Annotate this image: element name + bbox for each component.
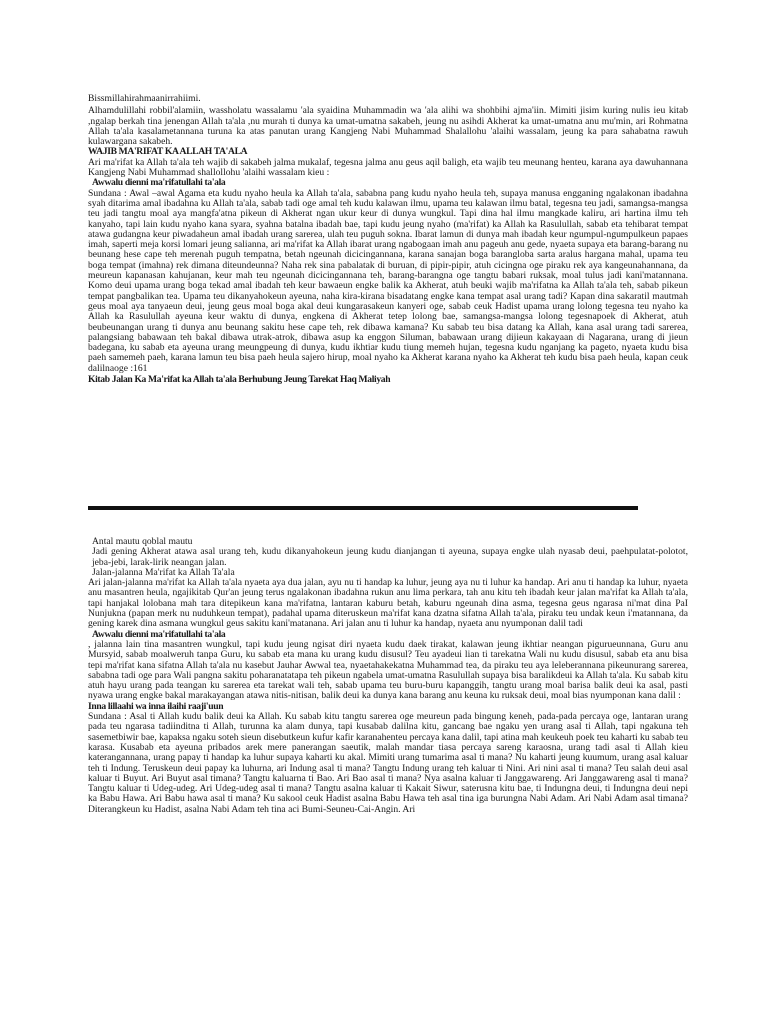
arabic-quote-inna-lillahi: Inna lillaahi wa inna ilaihi raaji'uun: [88, 700, 224, 712]
opening-basmalah: Bissmillahirahmaanirrahiimi.: [88, 93, 201, 104]
paragraph-wajib-marifat: Ari ma'rifat ka Allah ta'ala teh wajib di sakabeh jalma mukalaf, tegesna jalma anu geus aqil baligh, eta wajib teu meunang henteu, karana aya dawuhannana Kangjeng Nabi Muhammad shallollohu 'alaihi wassalam kieu :: [88, 156, 688, 179]
page-section-2: [88, 537, 688, 1027]
paragraph-jalan-jalanna: Ari jalan-jalanna ma'rifat ka Allah ta'ala nyaeta aya dua jalan, ayu nu ti handap ka luhur, jeung aya nu ti luhur ka handap. Ari anu ti handap ka luhur, nyaeta anu masantren heula, ngajikitab Qur'an jeung terus ngalakonan ibadahna rukun anu lima perkara, tah anu kitu teh ibadah keur jalan ma'rifat ka Allah ta'ala, tapi hanjakal lolobana mah tara ditepikeun kana ma'rifatna, lantaran kaburu betah, kaburu ngeunah dina asma, tegesna geus ngarasa ni'mat dina PaI Nunjukna (papan merk nu nuduhkeun tempat), padahal upama diteruskeun ma'rifat kana dzatna sifatna Allah ta'ala, piraku teu undak keun i'matannana, da gening karek dina asmana wungkul geus sakitu kani'matanana. Ari jalan anu ti luhur ka handap, nyaeta anu nyumponan dalil tadi: [88, 577, 688, 630]
page-section-1: [88, 94, 688, 504]
arabic-quote-awwalu-2: Awwalu dienni ma'rifatullahi ta'ala: [92, 628, 226, 640]
section-heading-jalan: Jalan-jalanna Ma'rifat ka Allah Ta'ala: [92, 566, 235, 578]
paragraph-jalanna-lain: , jalanna lain tina masantren wungkul, tapi kudu jeung ngisat diri nyaeta kudu daek tirakat, kalawan jeung ikhtiar neangan piguruеunnana, Guru anu Mursyid, sabab moalweruh tanpa Guru, ku sabab eta mana ku urang kudu disusul? Teu ayadeui lian ti tarekatna Wali nu kudu disusul, sabab eta anu bisa tepi ma'rifat kana sifatna Allah ta'ala nu kasebut Jauhar Awwal tea, nyaetahakekatna Muhammad tea, da piraku teu aya leleberannana pikeunurang sarerea, sababna tadi oge para Wali pangna sakitu poharanatatapa teh pikeun ngabela umat-umatna Rasulullah supaya bisa baralikdeui ka Allah ta'ala. Ku sabab kitu atuh hayu urang pada teangan ku sarerea eta tarekat wali teh, sabab upama teu buru-buru kapanggih, tangtu urang moal barisa balik deui ka asal, pasti nyawa urang engke bakal marakayangan atawa nitis-nitisan, balik deui ka dunya kana barang anu keuna ku ruksak deui, moal bias nyumponan kana dalil :: [88, 638, 688, 702]
paragraph-jadi-gening: Jadi gening Akherat atawa asal urang teh, kudu dikanyahokeun jeung kudu dianjangan ti ayeuna, supaya engke ulah nyasab deui, paehpulatat-polotot, jeba-jebi, larak-lirik neangan jalan.: [92, 546, 688, 568]
paragraph-sundana-asal: Sundana : Asal ti Allah kudu balik deui ka Allah. Ku sabab kitu tangtu sarerea oge meureun pada bingung keneh, pada-pada percaya oge, lantaran urang pada teu ngarasa tadiinditna ti Allah, turunna ka alam dunya, tapi kusabab dalilna kitu, gancang bae ngaku yen urang asal ti Allah, tapi ngakuna teh sasemetbiwir bae, kapaksa ngaku soteh sieun disebutkeun kufur kafir karanahentеu percaya kana dalil, tapi atina mah keukeuh poek teu kaharti ku sabab teu karasa. Kusabab eta ayeuna pribados arek mere panerangan saeutik, malah mandar tiasa percaya sareng karaosna, urang tadi asal ti Allah kieu katerangannana, urang papay ti handap ka luhur supaya kaharti ku akal. Mimiti urang tumarima asal ti mana? Nu kaharti jeung kuumum, urang asal kaluar teh ti Indung. Teruskeun deui papay ka luhurna, ari Indung asal ti mana? Tangtu Indung urang teh kaluar ti Nini. Ari nini asal ti mana? Teu salah deui asal kaluar ti Buyut. Ari Buyut asal timana? Tangtu kaluarna ti Bao. Ari Bao asal ti mana? Nya asalna kaluar ti Janggawareng. Ari Janggawareng asal ti mana? Tangtu kaluar ti Udeg-udeg. Ari Udeg-udeg asal ti mana? Tangtu asalna kaluar ti Kakait Siwur, saterusna kitu bae, ti Indungna deui, ti Indungna deui nepi ka Babu Hawa. Ari Babu hawa asal ti mana? Ku sakool ceuk Hadist asalna Babu Hawa teh asal tina iga burungna Nabi Adam. Ari Nabi Adam asal timana? Diterangkeun ku Hadist, asalna Nabi Adam teh tina aci Bumi-Seuneu-Cai-Angin. Ari: [88, 711, 688, 815]
arabic-quote-awwalu: Awwalu dienni ma'rifatullahi ta'ala: [92, 177, 226, 189]
section-heading-wajib: WAJIB MA'RIFAT KA ALLAH TA'ALA: [88, 146, 248, 158]
footer-book-title: Kitab Jalan Ka Ma'rifat ka Allah ta'ala Berhubung Jeung Tarekat Haq Maliyah: [88, 374, 391, 386]
page-separator-rule: [88, 506, 638, 510]
opening-praise-paragraph: Alhamdulillahi robbil'alamiin, wassholatu wassalamu 'ala syaidina Muhammadin wa 'ala alihi wa shohbihi ajma'iin. Mimiti jisim kuring nulis ieu kitab ,ngalap berkah tina jenengan Allah ta'ala ,nu murah ti dunya ka umat-umatna sakabeh, jeung nu asihdi Akherat ka umat-umatna anu mu'min, ari Rohmatna Allah ta'ala kasalametannana turuna ka atas panutan urang Kangjeng Nabi Muhammad Shalallohu 'alaihi wassalam, jeung ka para sahabatna rawuh kulawargana sakabeh.: [88, 105, 688, 148]
paragraph-sundana-main: Sundana : Awal –awal Agama eta kudu nyaho heula ka Allah ta'ala, sababna pang kudu nyaho heula teh, supaya manusa engganing ngalakonan ibadahna syah ditarima amal ibadahna ku Allah ta'ala, sabab tadi oge amal teh kudu kalawan ilmu, upama teu kalawan ilmu batal, tegesna teu jadi, samangsa-mangsa teu jadi tangtu moal aya mangfa'atna pikeun di Akherat ngan ukur keur di dunya wungkul. Tapi dina hal ilmu mangkade kaliru, ari hartina ilmu teh kanyaho, tapi lain kudu nyaho kana syara, syahna batalna ibadah bae, tapi kudu jeung nyaho (ma'rifat) ka Allah ka Rasulullah, sabab eta tehibarat tempat atawa gudangna keur piwadaheun amal ibadah urang sarerea, ulah teu puguh sokna. Ibarat lamun di dunya mah ibadah keur ngumpul-ngumpulkeun papaes imah, saperti meja korsi lomari jeung salianna, ari ma'rifat ka Allah ibarat urang ngabogaan imah anu pageuh anu gede, nyaeta supaya eta barang-barang nu beunang hese cape teh merenah puguh tempatna, betah ngeunah dicicingannana, karana sanajan boga barangloba sarta aralus hargana mahal, upama teu boga tempat (imahna) rek dimana diteundeunna? Naha rek sina pabalatak di buruan, di pipir-pipir, atuh cicingna oge piraku rek aya kangeunahannana, da meureun kapanasan kahujanan, keur mah teu ngeunah dicicingannana teh, barang-barangna oge tangtu babari ruksak, moal tulus jadi kani'matannana. Komo deui upama urang boga tekad amal ibadah teh keur bawaeun engke balik ka Akherat, atuh beuki wajib ma'rifatna ka Allah ta'ala teh, sabab pikeun tempat pangbalikan tea. Upama teu dikanyahokeun ayeuna, naha kira-kirana bisadatang engke kana tempat asal urang tadi? Kapan dina sakaratil mautmah geus moal aya tanyaeun deui, jeung geus moal boga akal deui kungarasakeun kanyeri oge, sabab ceuk Hadist upama urang lolong tegesna teu nyaho ka Allah ka Rasulullah ayeuna keur waktu di dunya, engkena di Akherat tetep lolong bae, samangsa-mangsa lolong tegesnapoek di Akherat, atuh beubeunangan urang ti dunya anu beunang sakitu hese cape teh, rek dibawa kamana? Ku sabab teu bisa datang ka Allah, kana asal urang tadi sarerea, palangsiang babawaan teh bakal dibawa utrak-atrok, dibawa asup ka enggon Siluman, babawaan urang dijieun kakayaan di Nagarana, urang di jieun badegana, ku sabab eta ayeuna urang meungpeung di dunya, kudu ikhtiar kudu tiung memeh hujan, tegesna kudu nganjang ka pageto, nyaeta kudu bisa paeh samemeh paeh, karana lamun teu bisa paeh heula sajero hirup, moal nyaho ka Akherat karana nyaho ka Akherat teh kudu bisa paeh heula, kapan ceuk dalilnaoge :161: [88, 187, 688, 374]
arabic-quote-antal-mautu: Antal mautu qoblal mautu: [92, 536, 193, 547]
